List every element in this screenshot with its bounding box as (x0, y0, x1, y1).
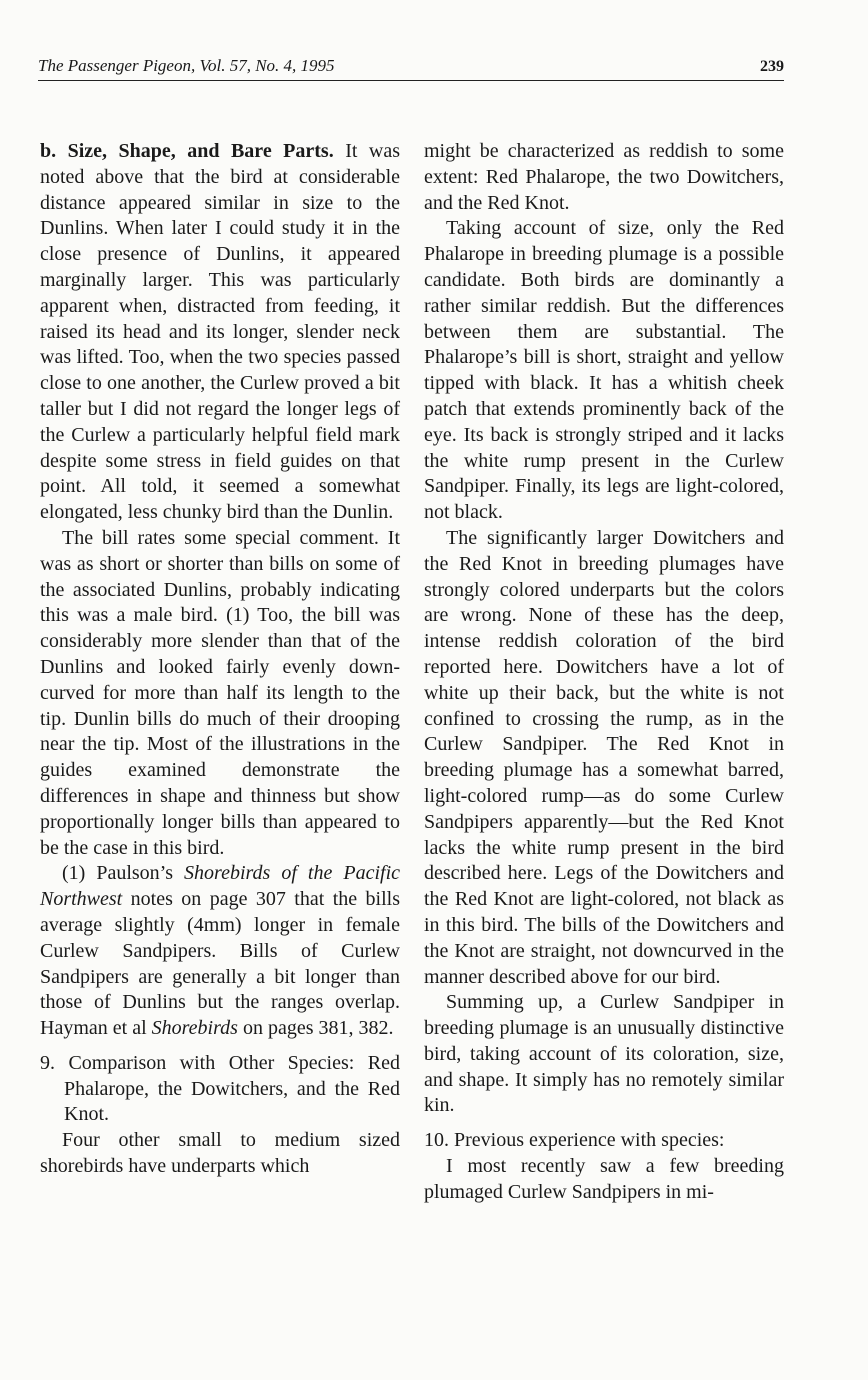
running-header (38, 56, 784, 76)
section-b-label: b. Size, Shape, and Bare Parts. (40, 140, 334, 162)
paragraph-phalarope: Taking account of size, only the Red Phalarope in breeding plumage is a possible candidate. Both birds are dominantly a rather similar reddish. But the differences between them are substantial. The Phalarope’s bill is short, straight and yellow tipped with black. It has a whitish cheek patch that extends prominently back of the eye. Its back is strongly striped and it lacks the white rump present in the Curlew Sandpiper. Finally, its legs are light-colored, not black. (424, 217, 784, 524)
footnote-text: on pages 381, 382. (237, 1017, 394, 1040)
section-9-intro: Four other small to medium sized shorebirds have underparts which (40, 1129, 400, 1178)
left-column (40, 139, 400, 1180)
paragraph-size-shape (40, 139, 400, 526)
header-rule (38, 80, 784, 81)
paragraph-summary: Summing up, a Curlew Sandpiper in breeding plumage is an unusually distinctive bird, taking account of its coloration, size, and shape. It simply has no remotely similar kin. (424, 991, 784, 1117)
footnote-book-title: Shorebirds (151, 1017, 238, 1040)
section-9-heading-text: 9. Comparison with Other Species: Red Phalarope, the Dowitchers, and the Red Knot. (40, 1051, 400, 1126)
right-column (424, 139, 784, 1206)
footnote-text: (1) Paulson’s (62, 862, 185, 885)
journal-citation: The Passenger Pigeon, Vol. 57, No. 4, 1995 (38, 56, 335, 75)
section-b-text: It was noted above that the bird at considerable distance appeared similar in size to the Dunlins. When later I could study it in the close presence of Dunlins, it appeared marginally larger. This was particularly apparent when, distracted from feeding, it raised its head and its longer, slender neck was lifted. Too, when the two species passed close to one another, the Curlew proved a bit taller but I did not regard the longer legs of the Curlew a particularly helpful field mark despite some stress in field guides on that point. All told, it seemed a somewhat elongated, less chunky bird than the Dunlin. (40, 140, 400, 524)
paragraph-continuation: might be characterized as reddish to some extent: Red Phalarope, the two Dowitchers, and the Red Knot. (424, 140, 784, 214)
paragraph-dowitchers: The significantly larger Dowitchers and the Red Knot in breeding plumages have strongly colored underparts but the colors are wrong. None of these has the deep, intense reddish coloration of the bird reported here. Dowitchers have a lot of white up their back, but the white is not confined to crossing the rump, as in the Curlew Sandpiper. The Red Knot in breeding plumage has a somewhat barred, light-colored rump—as do some Curlew Sandpipers apparently—but the Red Knot lacks the white rump present in the bird described here. Legs of the Dowitchers and the Red Knot are light-colored, not black as in this bird. The bills of the Dowitchers and the Knot are straight, not downcurved in the manner described above for our bird. (424, 526, 784, 988)
footnote-book-title: Shorebirds of the Pacific Northwest (40, 862, 400, 911)
paragraph-bill: The bill rates some special comment. It was as short or shorter than bills on some of the associated Dunlins, probably indicating this was a male bird. (1) Too, the bill was considerably more slender than that of the Dunlins and looked fairly evenly down-curved for more than half its length to the tip. Dunlin bills do much of their drooping near the tip. Most of the illustrations in the guides examined demonstrate the differences in shape and thinness but show proportionally longer bills than appeared to be the case in this bird. (40, 526, 400, 859)
section-9-heading (40, 1051, 400, 1128)
footnote-text: notes on page 307 that the bills average slightly (4mm) longer in female Curlew Sandpipers. Bills of Curlew Sandpipers are generally a bit longer than those of Dunlins but the ranges overlap. Hayman et al (40, 888, 400, 1040)
page-number: 239 (760, 58, 784, 75)
section-10-text: I most recently saw a few breeding plumaged Curlew Sandpipers in mi- (424, 1155, 784, 1203)
footnote-1 (40, 861, 400, 1042)
section-10-heading-text: 10. Previous experience with species: (424, 1129, 725, 1152)
section-10-heading (424, 1128, 784, 1154)
